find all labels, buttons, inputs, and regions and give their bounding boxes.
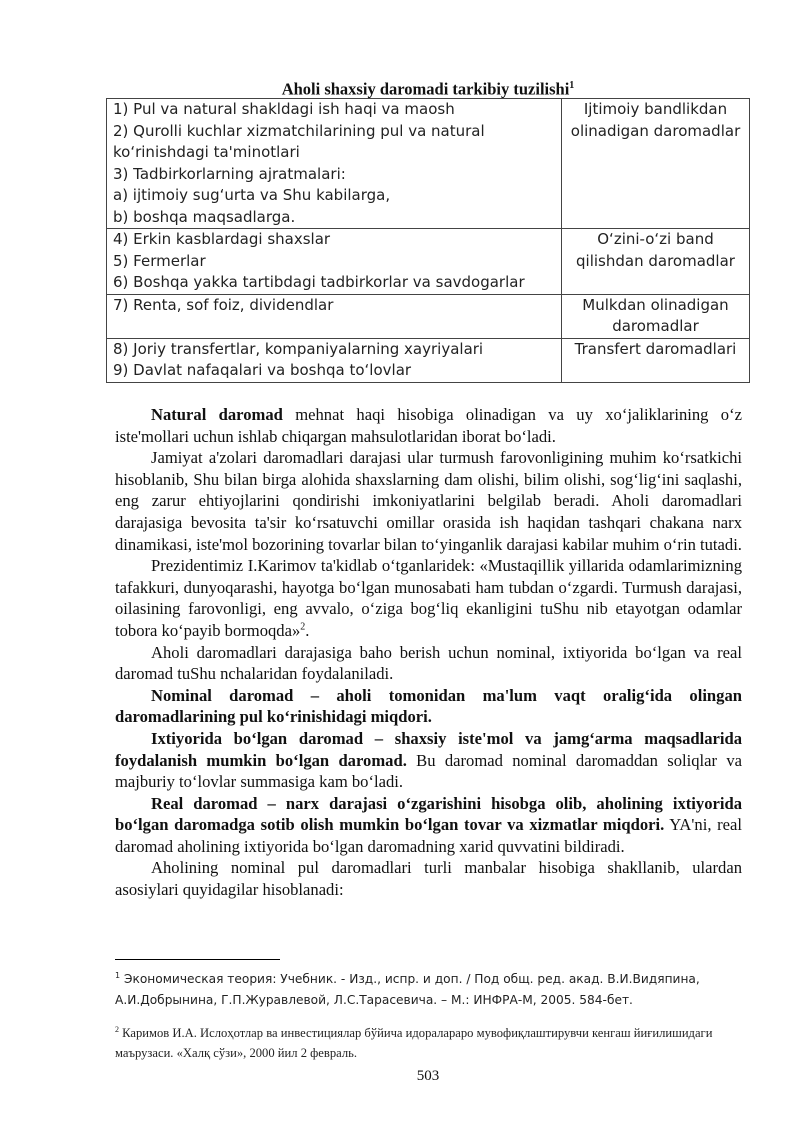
income-source-item: 2) Qurolli kuchlar xizmatchilarining pul va natural bbox=[113, 121, 485, 140]
paragraph-text: YA'ni, real daromad aholining ixtiyorida bo‘lgan daromadning xarid quvvatini bildiradi. bbox=[115, 815, 742, 856]
table-title bbox=[106, 76, 750, 100]
income-source-item: 9) Davlat nafaqalari va boshqa to‘lovlar bbox=[113, 361, 412, 379]
definition-text: Ixtiyorida bo‘lgan daromad – shaxsiy iste'mol va jamg‘arma maqsadlarida foydalanish mumkin bo‘lgan daromad. bbox=[115, 728, 742, 770]
footnote-mark: 1 bbox=[115, 971, 121, 980]
footnote-mark: 2 bbox=[115, 1025, 119, 1035]
income-source-cell bbox=[107, 99, 562, 229]
income-source-item: 8) Joriy transfertlar, kompaniyalarning xayriyalari bbox=[113, 339, 484, 358]
income-structure-table bbox=[106, 98, 750, 383]
paragraph-text: mehnat haqi hisobiga olinadigan va uy xo‘jaliklarining o‘z iste'mollari uchun ishlab chiqargan mahsulotlaridan iborat bo‘ladi. bbox=[115, 405, 742, 446]
income-category-cell bbox=[562, 294, 750, 338]
definition-real-income bbox=[115, 793, 742, 858]
paragraph bbox=[115, 447, 742, 555]
income-category-label: O‘zini-o‘zi band bbox=[597, 230, 714, 248]
income-source-item: 3) Tadbirkorlarning ajratmalari: bbox=[113, 164, 346, 183]
paragraph-text: Aholi daromadlari darajasiga baho berish uchun nominal, ixtiyorida bo‘lgan va real daromad tuShu nchalaridan foydalaniladi. bbox=[115, 642, 742, 684]
income-category-label: Ijtimoiy bandlikdan bbox=[583, 100, 728, 118]
income-source-item: b) boshqa maqsadlarga. bbox=[113, 207, 296, 226]
income-source-item: 7) Renta, sof foiz, dividendlar bbox=[113, 295, 334, 314]
paragraph-text: Aholining nominal pul daromadlari turli manbalar hisobiga shakllanib, ulardan asosiylari quyidagilar hisoblanadi: bbox=[115, 858, 742, 900]
footnote-ref: 1 bbox=[569, 80, 575, 91]
income-source-item: ko‘rinishdagi ta'minotlari bbox=[113, 143, 300, 161]
table-row bbox=[107, 294, 750, 338]
table-title-text: Aholi shaxsiy daromadi tarkibiy tuzilishi bbox=[281, 79, 570, 99]
income-source-cell bbox=[107, 229, 562, 295]
table-row bbox=[107, 99, 750, 229]
income-source-item: 6) Boshqa yakka tartibdagi tadbirkorlar va savdogarlar bbox=[113, 273, 525, 291]
income-category-cell bbox=[562, 99, 750, 229]
definition-text: Real daromad – narx darajasi o‘zgarishini hisobga olib, aholining ixtiyorida bo‘lgan daromadga sotib olish mumkin bo‘lgan tovar va xizmatlar miqdori. bbox=[115, 793, 742, 835]
income-category-label: Mulkdan olinadigan bbox=[582, 295, 729, 314]
income-source-item: a) ijtimoiy sug‘urta va Shu kabilarga, bbox=[113, 186, 391, 204]
income-source-item: 5) Fermerlar bbox=[113, 251, 206, 270]
footnote-ref: 2 bbox=[300, 621, 306, 633]
income-category-cell bbox=[562, 229, 750, 295]
footnotes bbox=[115, 966, 742, 1063]
paragraph-text: . bbox=[305, 620, 310, 640]
income-source-cell bbox=[107, 338, 562, 382]
paragraph bbox=[115, 642, 742, 685]
definition-text: Nominal daromad – aholi tomonidan ma'lum vaqt oralig‘ida olingan daromadlarining pul ko‘rinishidagi miqdori. bbox=[115, 685, 742, 727]
definition-nominal-income bbox=[115, 685, 742, 728]
income-category-cell bbox=[562, 338, 750, 382]
paragraph bbox=[115, 404, 742, 447]
page-number: 503 bbox=[416, 1068, 440, 1084]
footnote-divider bbox=[115, 959, 280, 960]
paragraph-text: Jamiyat a'zolari daromadlari darajasi ular turmush farovonligining muhim ko‘rsatkichi hisoblanib, Shu bilan birga alohida shaxslarning dam olishi, bilim olishi, sog‘lig‘ini saqlashi, eng zarur ehtiyojlarini qondirishi imkoniyatlarini belgilab beradi. Aholi daromadlari darajasiga bevosita ta'sir ko‘rsatuvchi omillar orasida ish haqidan tashqari chakana narx dinamikasi, iste'mol bozorining tovarlar bilan to‘yinganlik darajasi kabilar muhim o‘rin tutadi. bbox=[115, 448, 742, 554]
footnote-text: Экономическая теория: Учебник. - Изд., испр. и доп. / Под общ. ред. акад. В.И.Видяпина, А.И.Добрынина, Г.П.Журавлевой, Л.С.Тарасевича. – М.: ИНФРА-М, 2005. 584-бет. bbox=[115, 972, 700, 1007]
term-natural-income: Natural daromad bbox=[151, 405, 283, 424]
body-text bbox=[115, 404, 742, 901]
income-category-label: qilishdan daromadlar bbox=[576, 251, 735, 270]
table-row bbox=[107, 229, 750, 295]
income-category-label: daromadlar bbox=[612, 317, 699, 335]
table-row bbox=[107, 338, 750, 382]
income-source-item: 4) Erkin kasblardagi shaxslar bbox=[113, 230, 331, 248]
paragraph bbox=[115, 555, 742, 641]
footnote-1 bbox=[115, 966, 742, 1010]
income-category-label: olinadigan daromadlar bbox=[570, 121, 741, 140]
income-source-cell bbox=[107, 294, 562, 338]
paragraph-text: Bu daromad nominal daromaddan soliqlar va majburiy to‘lovlar summasiga kam bo‘ladi. bbox=[115, 750, 742, 792]
footnote-2 bbox=[115, 1020, 742, 1063]
income-source-item: 1) Pul va natural shakldagi ish haqi va maosh bbox=[113, 100, 455, 118]
income-category-label: Transfert daromadlari bbox=[574, 339, 737, 358]
footnote-text: Каримов И.А. Ислоҳотлар ва инвестициялар бўйича идоралараро мувофиқлаштирувчи кенгаш йиғилишидаги маърузаси. «Халқ сўзи», 2000 йил 2 февраль. bbox=[115, 1026, 713, 1061]
paragraph bbox=[115, 857, 742, 900]
definition-disposable-income bbox=[115, 728, 742, 793]
paragraph-text: Prezidentimiz I.Karimov ta'kidlab o‘tganlaridek: «Mustaqillik yillarida odamlarimizning tafakkuri, dunyoqarashi, hayotga bo‘lgan munosabati ham tubdan o‘zgardi. Turmush darajasi, oilasining farovonligi, eng avvalo, o‘ziga bog‘liq ekanligini tuShu nib etayotgan odamlar tobora ko‘payib bormoqda» bbox=[115, 556, 742, 640]
